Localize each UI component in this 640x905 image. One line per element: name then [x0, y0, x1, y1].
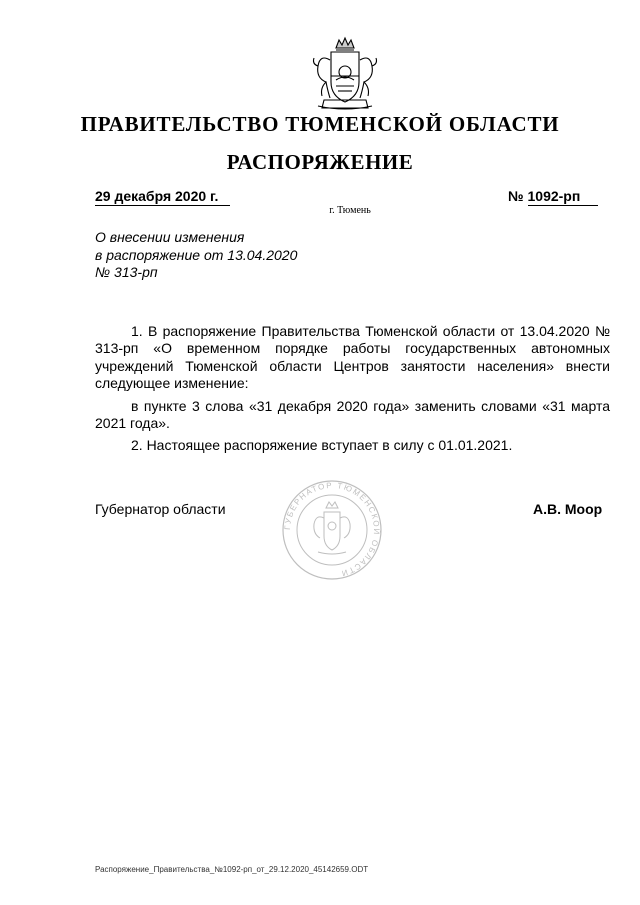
subject-line: в распоряжение от 13.04.2020: [95, 246, 298, 263]
signatory-position: Губернатор области: [95, 501, 226, 517]
coat-of-arms-icon: [306, 34, 384, 116]
subject-block: [95, 229, 355, 282]
doc-number-label: №: [508, 188, 524, 204]
org-title: ПРАВИТЕЛЬСТВО ТЮМЕНСКОЙ ОБЛАСТИ: [80, 112, 560, 136]
doc-number: [508, 188, 604, 206]
footer-filename: Распоряжение_Правительства_№1092-рп_от_29.12.2020_45142659.ODT: [95, 865, 369, 874]
subject-line: № 313-рп: [95, 264, 158, 280]
subject-line: О внесении изменения: [95, 229, 245, 245]
seal-text: ГУБЕРНАТОР ТЮМЕНСКОЙ ОБЛАСТИ: [282, 480, 382, 579]
body-paragraph: 2. Настоящее распоряжение вступает в силу с 01.01.2021.: [131, 437, 513, 454]
official-seal-icon: [280, 478, 384, 582]
signatory-name: А.В. Моор: [533, 501, 603, 517]
doc-city: г. Тюмень: [329, 205, 371, 216]
body-paragraph: 1. В распоряжение Правительства Тюменской области от 13.04.2020 № 313-рп «О временном порядке работы государственных автономных учреждений Тюменской области Центров занятости населения» внести следующее изменение:: [95, 323, 610, 392]
doc-number-value: 1092-рп: [528, 188, 598, 206]
document-body: [95, 323, 610, 460]
body-paragraph: в пункте 3 слова «31 декабря 2020 года» заменить словами «31 марта 2021 года».: [95, 397, 610, 432]
doc-type-title: РАСПОРЯЖЕНИЕ: [226, 150, 414, 174]
doc-date: 29 декабря 2020 г.: [95, 188, 230, 206]
